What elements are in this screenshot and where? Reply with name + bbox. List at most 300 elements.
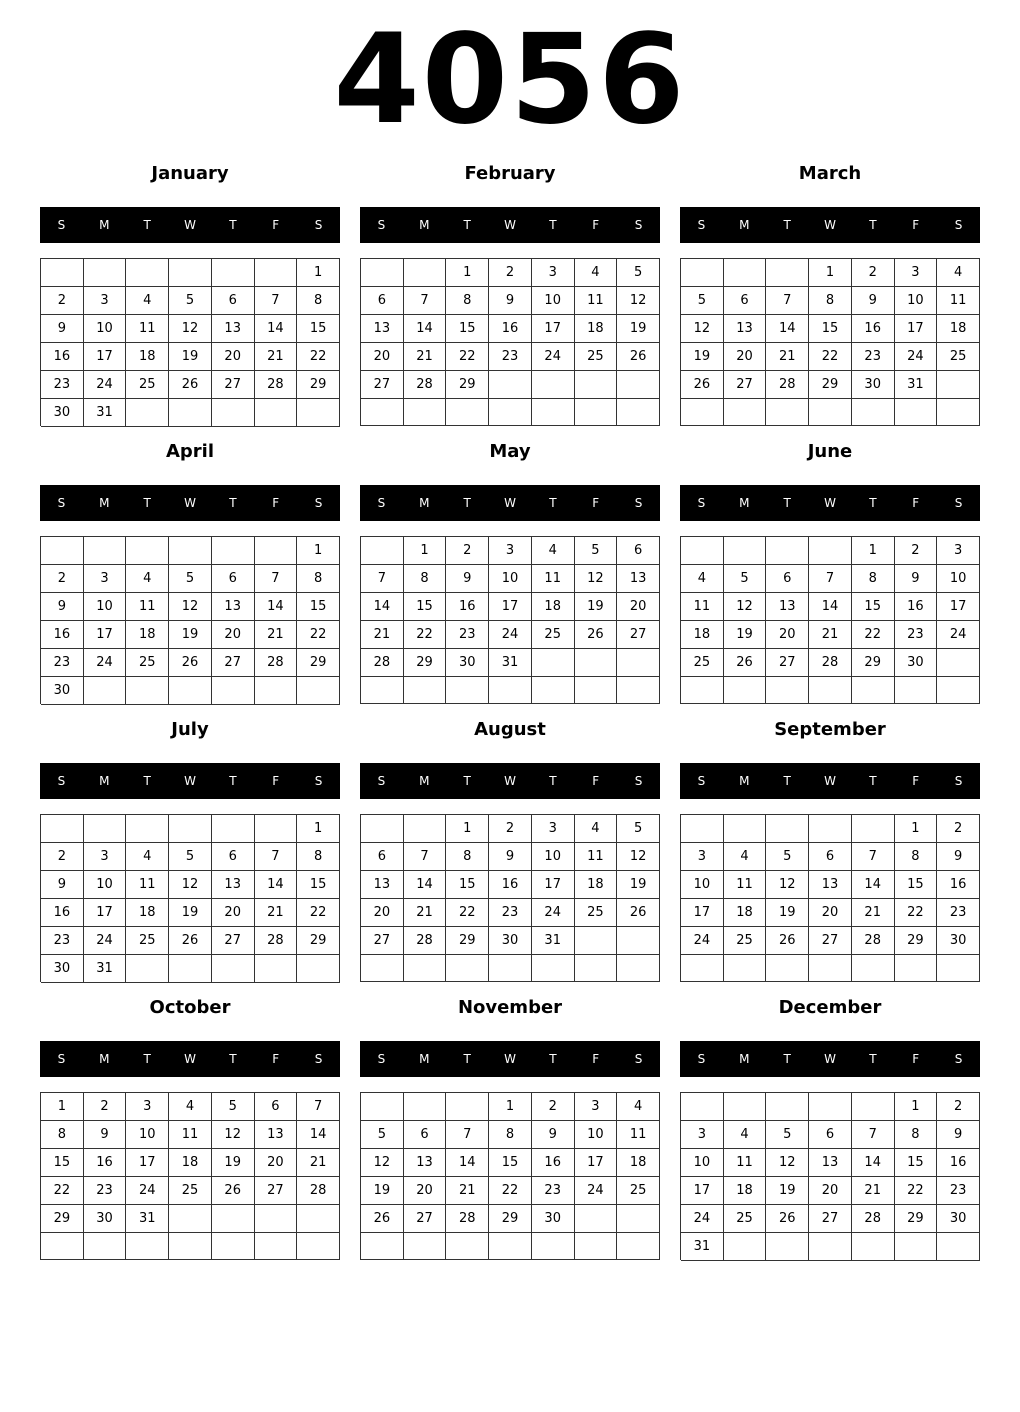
weekday-label: T: [229, 1052, 237, 1066]
day-cell: [212, 677, 255, 705]
day-cell: 13: [724, 315, 767, 343]
day-cell: [575, 677, 618, 704]
day-cell: 3: [532, 259, 575, 287]
day-cell: 4: [126, 565, 169, 593]
day-cell: [212, 815, 255, 843]
day-cell: 24: [681, 1205, 724, 1233]
day-grid: [40, 536, 340, 704]
day-cell: 27: [404, 1205, 447, 1233]
day-cell: 2: [489, 259, 532, 287]
weekday-label: T: [549, 496, 557, 510]
weekday-label: T: [143, 1052, 151, 1066]
day-cell: 13: [809, 1149, 852, 1177]
day-cell: 10: [489, 565, 532, 593]
day-cell: 2: [895, 537, 938, 565]
weekday-label: T: [869, 1052, 877, 1066]
month-name: August: [474, 719, 546, 740]
day-cell: 4: [724, 843, 767, 871]
day-cell: [169, 955, 212, 983]
day-cell: [126, 537, 169, 565]
day-cell: [169, 815, 212, 843]
day-cell: 13: [255, 1121, 298, 1149]
day-cell: 27: [617, 621, 660, 649]
weekday-label: T: [869, 218, 877, 232]
day-cell: 7: [446, 1121, 489, 1149]
day-cell: [212, 399, 255, 427]
day-cell: [446, 399, 489, 426]
day-cell: 5: [361, 1121, 404, 1149]
day-cell: 6: [766, 565, 809, 593]
day-cell: 2: [489, 815, 532, 843]
day-grid: [680, 814, 980, 982]
day-cell: 11: [724, 871, 767, 899]
month-name: October: [149, 997, 231, 1018]
day-cell: 12: [724, 593, 767, 621]
day-cell: 16: [895, 593, 938, 621]
day-cell: 4: [724, 1121, 767, 1149]
day-cell: [446, 955, 489, 982]
day-cell: 29: [404, 649, 447, 677]
day-grid: [680, 258, 980, 426]
day-cell: 26: [212, 1177, 255, 1205]
weekday-header: [40, 1041, 340, 1077]
day-cell: 6: [361, 843, 404, 871]
day-cell: 22: [41, 1177, 84, 1205]
day-grid: [40, 814, 340, 982]
weekday-label: T: [463, 774, 471, 788]
day-cell: 18: [724, 899, 767, 927]
weekday-header: [360, 207, 660, 243]
day-cell: 11: [575, 287, 618, 315]
day-cell: 24: [532, 343, 575, 371]
day-cell: [852, 815, 895, 843]
day-cell: 13: [212, 593, 255, 621]
day-cell: [212, 1205, 255, 1233]
day-cell: 4: [681, 565, 724, 593]
day-cell: 21: [255, 343, 298, 371]
day-cell: 1: [297, 259, 340, 287]
weekday-label: W: [824, 496, 836, 510]
month-name: March: [798, 163, 862, 184]
day-cell: [724, 955, 767, 982]
weekday-label: S: [634, 774, 643, 788]
day-grid: [360, 258, 660, 426]
day-cell: 9: [41, 593, 84, 621]
day-cell: 17: [84, 621, 127, 649]
weekday-label: W: [824, 218, 836, 232]
weekday-label: M: [99, 218, 110, 232]
day-cell: 1: [446, 259, 489, 287]
weekday-label: F: [912, 496, 920, 510]
day-cell: [617, 1233, 660, 1260]
day-cell: 12: [169, 315, 212, 343]
weekday-label: S: [314, 496, 323, 510]
day-cell: 1: [297, 815, 340, 843]
weekday-label: F: [912, 774, 920, 788]
day-cell: 20: [361, 899, 404, 927]
day-cell: [681, 259, 724, 287]
day-cell: 4: [617, 1093, 660, 1121]
weekday-header: [40, 207, 340, 243]
day-cell: 30: [84, 1205, 127, 1233]
day-cell: 7: [852, 843, 895, 871]
day-cell: [297, 955, 340, 983]
day-cell: 19: [169, 343, 212, 371]
day-cell: 12: [212, 1121, 255, 1149]
day-cell: 8: [852, 565, 895, 593]
weekday-label: S: [314, 774, 323, 788]
day-cell: 20: [212, 621, 255, 649]
day-cell: [937, 649, 980, 677]
day-cell: 26: [169, 649, 212, 677]
day-cell: 10: [84, 315, 127, 343]
day-cell: 3: [895, 259, 938, 287]
weekday-label: M: [739, 496, 750, 510]
day-cell: 1: [895, 815, 938, 843]
day-cell: 3: [575, 1093, 618, 1121]
day-cell: [532, 1233, 575, 1260]
weekday-label: T: [463, 496, 471, 510]
day-cell: [617, 1205, 660, 1233]
day-cell: 23: [84, 1177, 127, 1205]
day-cell: [617, 677, 660, 704]
day-cell: [169, 537, 212, 565]
month-name: September: [774, 719, 886, 740]
day-cell: 4: [575, 259, 618, 287]
day-cell: 13: [361, 871, 404, 899]
weekday-label: W: [504, 774, 516, 788]
day-cell: 5: [575, 537, 618, 565]
day-cell: [809, 1233, 852, 1261]
day-cell: [532, 371, 575, 399]
weekday-label: S: [314, 218, 323, 232]
day-cell: 29: [895, 927, 938, 955]
day-cell: 30: [41, 399, 84, 427]
day-cell: 24: [84, 649, 127, 677]
day-cell: 8: [297, 843, 340, 871]
day-cell: 10: [84, 871, 127, 899]
day-cell: [809, 537, 852, 565]
day-cell: 18: [617, 1149, 660, 1177]
day-cell: [575, 371, 618, 399]
day-cell: 29: [489, 1205, 532, 1233]
day-cell: [532, 955, 575, 982]
day-cell: [895, 1233, 938, 1261]
weekday-label: W: [504, 218, 516, 232]
day-grid: [40, 258, 340, 426]
weekday-label: F: [592, 218, 600, 232]
weekday-label: S: [377, 774, 386, 788]
weekday-label: T: [869, 496, 877, 510]
day-cell: 23: [446, 621, 489, 649]
day-cell: 28: [255, 927, 298, 955]
day-cell: [361, 399, 404, 426]
day-cell: 10: [532, 843, 575, 871]
day-cell: [361, 537, 404, 565]
day-cell: 10: [937, 565, 980, 593]
day-cell: 29: [297, 649, 340, 677]
day-cell: 28: [852, 1205, 895, 1233]
day-cell: [446, 1233, 489, 1260]
day-cell: 5: [169, 287, 212, 315]
day-cell: 9: [489, 287, 532, 315]
weekday-label: S: [377, 496, 386, 510]
weekday-label: W: [824, 774, 836, 788]
day-cell: 24: [126, 1177, 169, 1205]
day-cell: 25: [126, 927, 169, 955]
day-cell: [212, 537, 255, 565]
day-cell: 21: [852, 1177, 895, 1205]
day-cell: 27: [809, 927, 852, 955]
weekday-label: S: [954, 774, 963, 788]
day-cell: 5: [724, 565, 767, 593]
day-cell: [532, 677, 575, 704]
day-cell: 21: [766, 343, 809, 371]
weekday-label: S: [377, 218, 386, 232]
day-cell: 1: [895, 1093, 938, 1121]
day-cell: [937, 371, 980, 399]
day-cell: 15: [446, 315, 489, 343]
day-cell: 28: [446, 1205, 489, 1233]
day-cell: 11: [532, 565, 575, 593]
day-cell: 18: [724, 1177, 767, 1205]
weekday-label: T: [783, 496, 791, 510]
day-cell: 28: [404, 371, 447, 399]
day-cell: 28: [404, 927, 447, 955]
weekday-label: W: [504, 496, 516, 510]
day-cell: 25: [532, 621, 575, 649]
day-cell: 16: [532, 1149, 575, 1177]
day-cell: 26: [575, 621, 618, 649]
day-cell: 8: [297, 565, 340, 593]
day-cell: 4: [532, 537, 575, 565]
weekday-header: [360, 1041, 660, 1077]
weekday-label: W: [824, 1052, 836, 1066]
day-cell: 14: [255, 315, 298, 343]
day-cell: 21: [852, 899, 895, 927]
day-cell: [126, 1233, 169, 1260]
day-cell: 18: [532, 593, 575, 621]
day-cell: 24: [84, 927, 127, 955]
day-cell: 23: [532, 1177, 575, 1205]
day-cell: [766, 259, 809, 287]
day-cell: 30: [852, 371, 895, 399]
day-cell: 15: [895, 1149, 938, 1177]
day-cell: 12: [617, 843, 660, 871]
day-cell: 9: [446, 565, 489, 593]
day-grid: [360, 536, 660, 704]
day-cell: 9: [41, 315, 84, 343]
day-cell: 1: [41, 1093, 84, 1121]
day-cell: 8: [895, 843, 938, 871]
day-cell: [404, 815, 447, 843]
day-cell: 27: [255, 1177, 298, 1205]
day-cell: 4: [126, 843, 169, 871]
day-cell: 1: [489, 1093, 532, 1121]
day-cell: [404, 259, 447, 287]
weekday-label: T: [229, 218, 237, 232]
day-cell: [809, 677, 852, 704]
day-cell: 26: [617, 343, 660, 371]
day-cell: 30: [937, 1205, 980, 1233]
month-name: June: [807, 441, 853, 462]
month-name: April: [165, 441, 215, 462]
day-cell: [937, 955, 980, 982]
day-cell: 21: [255, 899, 298, 927]
day-cell: 9: [937, 843, 980, 871]
day-cell: 17: [575, 1149, 618, 1177]
day-cell: [809, 1093, 852, 1121]
day-cell: [169, 1233, 212, 1260]
day-cell: 12: [361, 1149, 404, 1177]
day-cell: 22: [489, 1177, 532, 1205]
weekday-label: F: [272, 218, 280, 232]
year-title: 4056: [333, 8, 687, 152]
day-cell: 6: [212, 565, 255, 593]
day-cell: [937, 399, 980, 426]
weekday-label: S: [697, 1052, 706, 1066]
day-cell: 15: [489, 1149, 532, 1177]
day-cell: 23: [489, 343, 532, 371]
day-cell: [681, 677, 724, 704]
weekday-label: M: [419, 496, 430, 510]
day-cell: [84, 259, 127, 287]
day-cell: [126, 677, 169, 705]
weekday-label: S: [377, 1052, 386, 1066]
day-cell: [212, 259, 255, 287]
weekday-label: M: [739, 218, 750, 232]
weekday-label: W: [504, 1052, 516, 1066]
day-cell: [724, 537, 767, 565]
day-cell: 14: [404, 315, 447, 343]
day-cell: 26: [361, 1205, 404, 1233]
day-cell: 22: [297, 343, 340, 371]
day-cell: [169, 677, 212, 705]
day-cell: 30: [532, 1205, 575, 1233]
day-cell: [575, 927, 618, 955]
day-cell: 2: [41, 843, 84, 871]
day-cell: 29: [895, 1205, 938, 1233]
day-cell: 14: [255, 871, 298, 899]
day-cell: 13: [212, 315, 255, 343]
day-cell: [41, 815, 84, 843]
day-cell: 3: [84, 843, 127, 871]
day-cell: [681, 537, 724, 565]
day-grid: [680, 1092, 980, 1260]
day-cell: 23: [489, 899, 532, 927]
day-cell: [766, 1093, 809, 1121]
day-cell: 15: [852, 593, 895, 621]
day-cell: 6: [809, 1121, 852, 1149]
day-cell: 16: [489, 871, 532, 899]
day-cell: [361, 1093, 404, 1121]
day-cell: 5: [617, 815, 660, 843]
weekday-label: M: [99, 1052, 110, 1066]
day-cell: 26: [766, 1205, 809, 1233]
day-cell: 14: [404, 871, 447, 899]
weekday-header: [40, 763, 340, 799]
day-cell: 15: [297, 871, 340, 899]
day-cell: 16: [41, 343, 84, 371]
day-cell: 17: [489, 593, 532, 621]
day-cell: 30: [489, 927, 532, 955]
day-cell: 10: [895, 287, 938, 315]
weekday-label: W: [184, 774, 196, 788]
day-cell: 7: [255, 287, 298, 315]
day-cell: [169, 399, 212, 427]
day-cell: 11: [126, 871, 169, 899]
day-cell: [575, 1233, 618, 1260]
day-cell: 4: [126, 287, 169, 315]
day-cell: 11: [681, 593, 724, 621]
day-cell: 28: [852, 927, 895, 955]
weekday-label: S: [697, 774, 706, 788]
day-cell: 9: [937, 1121, 980, 1149]
day-cell: 3: [532, 815, 575, 843]
day-cell: 1: [446, 815, 489, 843]
day-cell: 30: [41, 677, 84, 705]
weekday-label: F: [912, 218, 920, 232]
day-cell: 14: [255, 593, 298, 621]
day-cell: 9: [84, 1121, 127, 1149]
day-cell: [532, 399, 575, 426]
day-cell: 13: [766, 593, 809, 621]
day-cell: 6: [212, 287, 255, 315]
weekday-label: W: [184, 1052, 196, 1066]
day-cell: 25: [937, 343, 980, 371]
day-cell: 22: [895, 1177, 938, 1205]
day-cell: [852, 1233, 895, 1261]
day-cell: 19: [617, 315, 660, 343]
day-cell: 5: [212, 1093, 255, 1121]
month-name: December: [778, 997, 882, 1018]
day-cell: 20: [212, 343, 255, 371]
day-cell: [895, 399, 938, 426]
day-cell: 30: [937, 927, 980, 955]
day-cell: 23: [895, 621, 938, 649]
day-cell: 10: [681, 1149, 724, 1177]
month-name: May: [489, 441, 531, 462]
day-cell: 15: [297, 315, 340, 343]
day-cell: [809, 815, 852, 843]
day-cell: 31: [532, 927, 575, 955]
day-cell: 20: [212, 899, 255, 927]
day-cell: [681, 399, 724, 426]
weekday-header: [680, 1041, 980, 1077]
day-cell: 29: [809, 371, 852, 399]
day-grid: [680, 536, 980, 704]
day-cell: 19: [766, 1177, 809, 1205]
day-cell: 23: [41, 649, 84, 677]
day-cell: 14: [852, 871, 895, 899]
day-cell: 21: [809, 621, 852, 649]
day-cell: 23: [41, 927, 84, 955]
day-cell: 14: [852, 1149, 895, 1177]
day-cell: 14: [766, 315, 809, 343]
day-cell: 7: [361, 565, 404, 593]
day-cell: 19: [681, 343, 724, 371]
day-cell: 22: [297, 899, 340, 927]
day-cell: 13: [361, 315, 404, 343]
day-cell: [724, 399, 767, 426]
day-cell: [84, 1233, 127, 1260]
day-cell: 15: [297, 593, 340, 621]
day-cell: [404, 1093, 447, 1121]
weekday-header: [40, 485, 340, 521]
day-cell: 14: [297, 1121, 340, 1149]
day-cell: 16: [41, 621, 84, 649]
day-cell: 7: [852, 1121, 895, 1149]
